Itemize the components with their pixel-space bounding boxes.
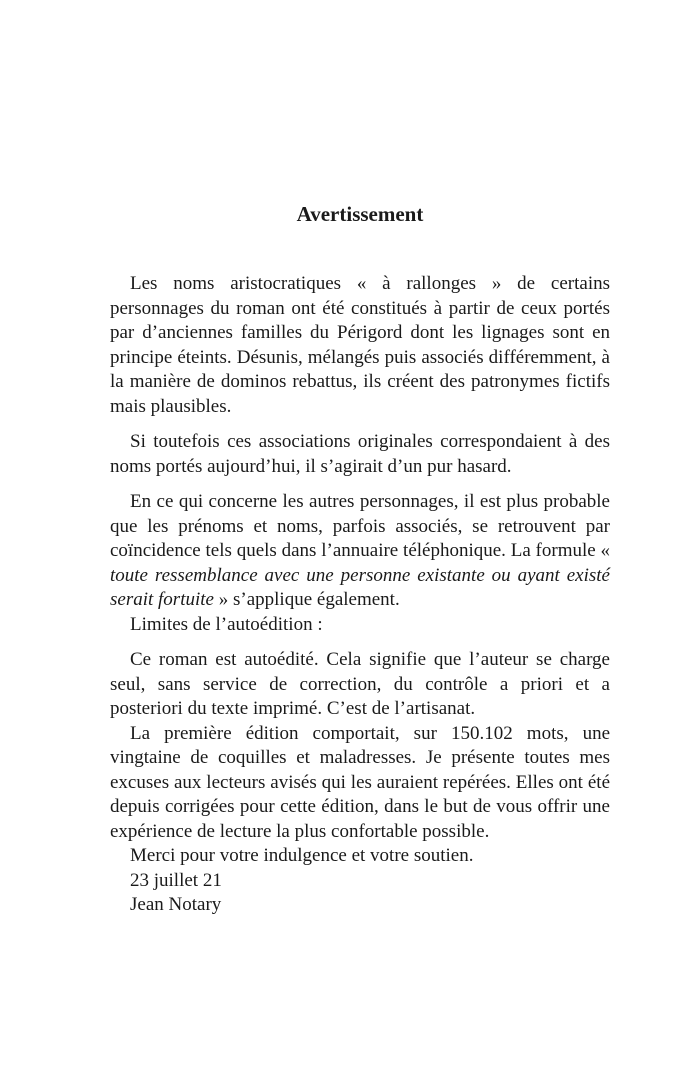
paragraph-autres-personnages-end: » s’applique également.: [213, 589, 400, 610]
formule-italic: toute ressemblance avec une personne existante ou ayant existé serait fortuite: [110, 564, 610, 610]
page-content: [110, 198, 610, 918]
paragraph-autres-personnages-text: En ce qui concerne les autres personnages, il est plus probable que les prénoms et noms, parfois associés, se retrouvent par coïncidence tels quels dans l’annuaire téléphonique. La formule «: [110, 491, 610, 561]
paragraph-autoedition: Ce roman est autoédité. Cela signifie que l’auteur se charge seul, sans service de correction, du contrôle a priori et a posteriori du texte imprimé. C’est de l’artisanat.: [110, 649, 610, 719]
paragraph-first-edition: La première édition comportait, sur 150.102 mots, une vingtaine de coquilles et maladresses. Je présente toutes mes excuses aux lecteurs avisés qui les auraient repérées. Elles ont été depuis corrigées pour cette édition, dans le but de vous offrir une expérience de lecture la plus confortable possible.: [110, 722, 610, 842]
paragraph-noms-aristocratiques: Les noms aristocratiques « à rallonges » de certains personnages du roman ont été constitués à partir de ceux portés par d’anciennes familles du Périgord dont les lignages sont en principe éteints. Désunis, mélangés puis associés différemment, à la manière de dominos rebattus, ils créent des patronymes fictifs mais plausibles.: [110, 273, 610, 417]
limits-heading: Limites de l’autoédition :: [130, 613, 323, 635]
signature: Jean Notary: [130, 894, 222, 915]
thanks-line: Merci pour votre indulgence et votre soutien.: [130, 845, 474, 866]
paragraph-associations: Si toutefois ces associations originales correspondaient à des noms portés aujourd’hui, il s’agirait d’un pur hasard.: [110, 431, 610, 477]
page-title: Avertissement: [296, 202, 424, 226]
paragraph-autres-personnages: [110, 490, 610, 613]
date-line: 23 juillet 21: [130, 869, 222, 891]
